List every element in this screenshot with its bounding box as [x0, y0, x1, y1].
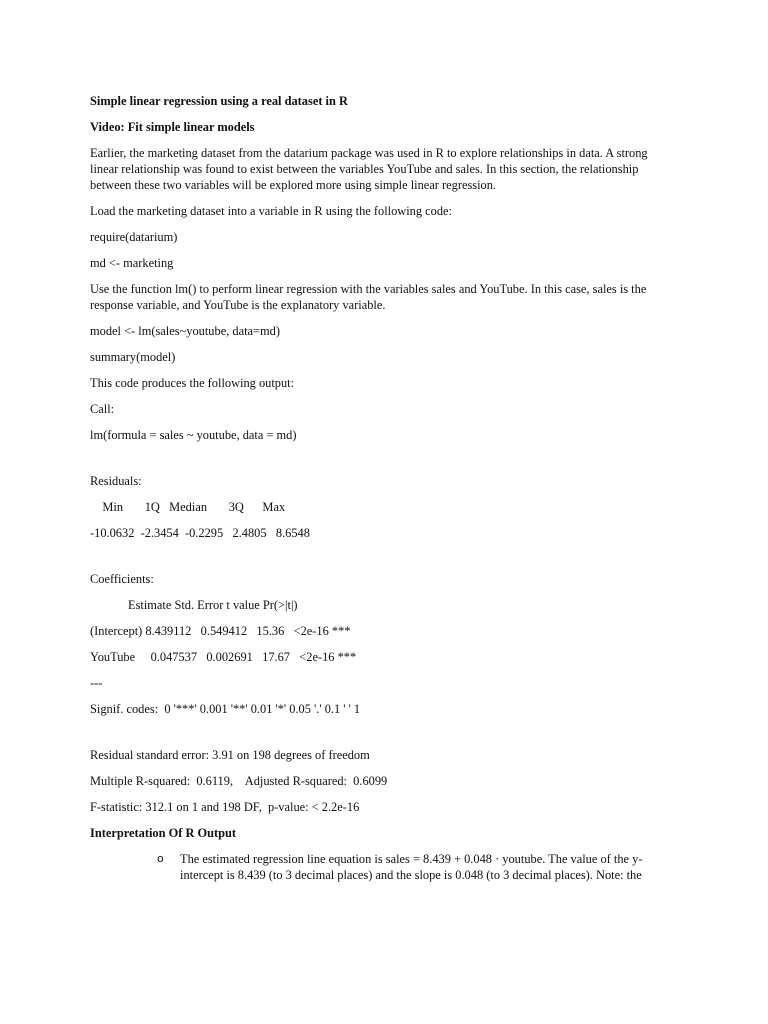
interpretation-heading: Interpretation Of R Output [90, 826, 237, 840]
spacer [90, 453, 665, 473]
coefficients-label: Coefficients: [90, 572, 154, 586]
code-summary: summary(model) [90, 350, 176, 364]
code-model: model <- lm(sales~youtube, data=md) [90, 324, 280, 338]
residuals-values: -10.0632 -2.3454 -0.2295 2.4805 8.6548 [90, 526, 310, 540]
bullet-text: The estimated regression line equation is sales = 8.439 + 0.048 · youtube. The value of the y-intercept is 8.439 (to 3 decimal places) and the slope is 0.048 (to 3 decimal places). Note: the [180, 852, 643, 882]
lm-paragraph: Use the function lm() to perform linear regression with the variables sales and YouTube. In this case, sales is the response variable, and YouTube is the explanatory variable. [90, 282, 650, 312]
residual-standard-error: Residual standard error: 3.91 on 198 degrees of freedom [90, 748, 370, 762]
code-assign: md <- marketing [90, 256, 174, 270]
call-line: lm(formula = sales ~ youtube, data = md) [90, 428, 297, 442]
r-squared-line: Multiple R-squared: 0.6119, Adjusted R-squared: 0.6099 [90, 774, 388, 788]
bullet-circle-icon: o [157, 852, 164, 865]
signif-codes: Signif. codes: 0 '***' 0.001 '**' 0.01 '*' 0.05 '.' 0.1 ' ' 1 [90, 702, 361, 716]
load-instruction: Load the marketing dataset into a variable in R using the following code: [90, 204, 452, 218]
f-statistic-line: F-statistic: 312.1 on 1 and 198 DF, p-value: < 2.2e-16 [90, 800, 360, 814]
document-title: Simple linear regression using a real dataset in R [90, 94, 348, 108]
coefficient-row-youtube: YouTube 0.047537 0.002691 17.67 <2e-16 *** [90, 650, 357, 664]
output-intro: This code produces the following output: [90, 376, 295, 390]
bullet-item [90, 851, 665, 883]
spacer [90, 727, 665, 747]
coefficients-header: Estimate Std. Error t value Pr(>|t|) [128, 598, 298, 612]
separator-dashes: --- [90, 676, 103, 690]
residuals-label: Residuals: [90, 474, 142, 488]
intro-paragraph: Earlier, the marketing dataset from the datarium package was used in R to explore relationships in data. A strong linear relationship was found to exist between the variables YouTube and sales. In this section, the relationship between these two variables will be explored more using simple linear regression. [90, 146, 651, 192]
coefficient-row-intercept: (Intercept) 8.439112 0.549412 15.36 <2e-16 *** [90, 624, 351, 638]
call-label: Call: [90, 402, 115, 416]
spacer [90, 551, 665, 571]
residuals-header: Min 1Q Median 3Q Max [90, 500, 286, 514]
code-require: require(datarium) [90, 230, 178, 244]
video-heading: Video: Fit simple linear models [90, 120, 255, 134]
document-body [90, 93, 665, 883]
